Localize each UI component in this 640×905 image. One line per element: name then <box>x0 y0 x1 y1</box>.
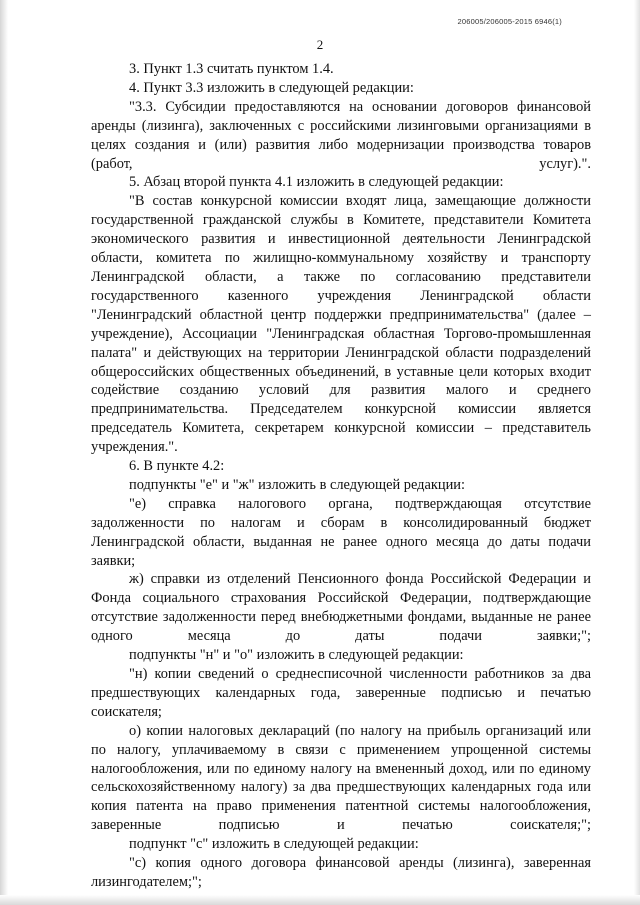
paragraph-subitem-s: "с) копия одного договора финансовой аренды (лизинга), заверенная лизингодателем;"; <box>91 855 591 890</box>
document-id: 206005/206005-2015 6946(1) <box>457 17 562 26</box>
paragraph-subsidies-clause: "3.3. Субсидии предоставляются на основании договоров финансовой аренды (лизинга), заключенных с российскими лизинговыми организациями в целях создания и (или) развития либо модернизации производства товаров (работ, услуг).". <box>91 98 591 172</box>
paragraph-subitem-e: "е) справка налогового органа, подтверждающая отсутствие задолженности по налогам и сборам в консолидированный бюджет Ленинградской области, выданная не ранее одного месяца до даты подачи заявки; <box>91 495 591 569</box>
document-body <box>91 60 591 892</box>
paragraph-subitems-e-zh-intro: подпункты "е" и "ж" изложить в следующей редакции: <box>129 476 465 493</box>
paragraph-subitem-n: "н) копии сведений о среднесписочной численности работников за два предшествующих календарных года, заверенные подписью и печатью соискателя; <box>91 666 591 720</box>
paragraph-subitem-o: о) копии налоговых деклараций (по налогу на прибыль организаций или по налогу, уплачиваемому в связи с применением упрощенной системы налогообложения, или по единому налогу на вмененный доход, или по единому сельскохозяйственному налогу) за два предшествующих календарных года или копия патента на право применения патентной системы налогообложения, заверенные подписью и печатью соискателя;"; <box>91 722 591 834</box>
page-number: 2 <box>316 37 324 52</box>
paragraph-item-5: 5. Абзац второй пункта 4.1 изложить в следующей редакции: <box>129 174 504 191</box>
paragraph-commission-composition: "В состав конкурсной комиссии входят лица, замещающие должности государственной гражданской службы в Комитете, представители Комитета экономического развития и инвестиционной деятельности Ленинградской области, комитета по жилищно-коммунальному хозяйству и транспорту Ленинградской области, а также по согласованию представители государственного казенного учреждения Ленинградской области "Ленинградский областной центр поддержки предпринимательства" (далее – учреждение), Ассоциации "Ленинградская областная Торгово-промышленная палата" и действующих на территории Ленинградской области подразделений общероссийских общественных объединений, в уставные цели которых входит содействие созданию условий для развития малого и среднего предпринимательства. Председателем конкурсной комиссии является председатель Комитета, секретарем конкурсной комиссии – представитель учреждения.". <box>91 193 591 456</box>
paragraph-item-3: 3. Пункт 1.3 считать пунктом 1.4. <box>129 61 334 77</box>
paragraph-item-4: 4. Пункт 3.3 изложить в следующей редакции: <box>129 79 414 96</box>
paragraph-subitem-zh: ж) справки из отделений Пенсионного фонда Российской Федерации и Фонда социального страхования Российской Федерации, подтверждающие отсутствие задолженности перед внебюджетными фондами, выданные не ранее одного месяца до даты подачи заявки;"; <box>91 571 591 645</box>
paragraph-subitems-n-o-intro: подпункты "н" и "о" изложить в следующей редакции: <box>129 647 464 664</box>
scan-shadow-left <box>0 0 8 905</box>
paragraph-item-6: 6. В пункте 4.2: <box>129 458 225 475</box>
scan-shadow-right <box>634 0 640 905</box>
scan-shadow-bottom <box>0 895 640 905</box>
paragraph-subitem-s-intro: подпункт "с" изложить в следующей редакции: <box>129 836 419 853</box>
